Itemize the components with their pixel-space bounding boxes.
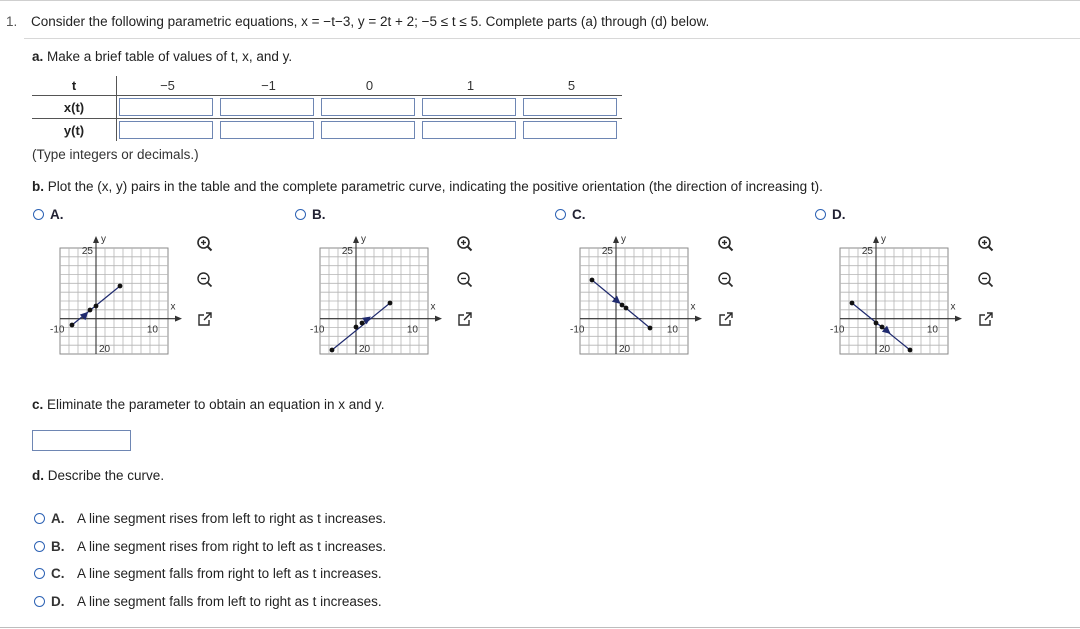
y-top-tick-label: 25 — [601, 246, 613, 257]
row-label-x: x(t) — [32, 96, 117, 119]
curve-point — [624, 306, 629, 311]
graph-d — [832, 230, 962, 360]
t-value: 5 — [521, 76, 622, 96]
y-axis-arrow — [353, 236, 359, 243]
y-input[interactable] — [321, 121, 415, 139]
y-input[interactable] — [220, 121, 314, 139]
option-letter: B. — [312, 207, 326, 222]
y-axis-arrow — [93, 236, 99, 243]
curve-point — [880, 325, 885, 330]
option-letter: C. — [51, 566, 65, 581]
y-bottom-tick-label: 20 — [359, 344, 371, 355]
y-input[interactable] — [422, 121, 516, 139]
y-axis-label: y — [101, 234, 106, 245]
t-value: 0 — [319, 76, 420, 96]
t-value: −5 — [117, 76, 219, 96]
x-input[interactable] — [119, 98, 213, 116]
radio-button[interactable] — [34, 568, 45, 579]
x-right-tick-label: 10 — [146, 324, 158, 336]
x-axis-arrow — [435, 316, 442, 322]
expand-icon[interactable] — [975, 308, 997, 330]
curve-point — [94, 304, 99, 309]
option-text: A line segment falls from right to left as t increases. — [77, 566, 382, 581]
equation-input[interactable] — [32, 430, 131, 451]
radio-button[interactable] — [34, 596, 45, 607]
question-text: Consider the following parametric equations, x = −t−3, y = 2t + 2; −5 ≤ t ≤ 5. Complete parts (a) through (d) below. — [31, 14, 710, 29]
describe-option-b[interactable] — [34, 539, 386, 554]
part-d-label: d. — [32, 468, 44, 483]
radio-button[interactable] — [34, 541, 45, 552]
y-top-tick-label: 25 — [341, 246, 353, 257]
t-value: −1 — [218, 76, 319, 96]
graph-option-c[interactable] — [555, 207, 586, 222]
option-text: A line segment rises from right to left as t increases. — [77, 539, 387, 554]
zoom-out-icon[interactable] — [715, 269, 737, 291]
y-axis-label: y — [621, 234, 626, 245]
table-row-t — [32, 76, 622, 96]
question-header — [6, 14, 709, 29]
radio-button[interactable] — [555, 209, 566, 220]
radio-button[interactable] — [33, 209, 44, 220]
curve-point — [354, 325, 359, 330]
part-d-prompt — [32, 468, 164, 483]
graph-a — [52, 230, 182, 360]
x-input[interactable] — [523, 98, 617, 116]
part-a-text: Make a brief table of values of t, x, and y. — [47, 49, 293, 64]
option-text: A line segment rises from left to right as t increases. — [77, 511, 387, 526]
option-letter: D. — [51, 594, 65, 609]
question-number: 1. — [6, 14, 18, 29]
x-left-tick-label: -10 — [50, 324, 65, 336]
x-input[interactable] — [220, 98, 314, 116]
part-a-prompt — [32, 49, 292, 64]
y-bottom-tick-label: 20 — [879, 344, 891, 355]
option-letter: B. — [51, 539, 65, 554]
part-b-label: b. — [32, 179, 44, 194]
option-letter: C. — [572, 207, 586, 222]
y-input[interactable] — [119, 121, 213, 139]
graph-option-b[interactable] — [295, 207, 326, 222]
t-value: 1 — [420, 76, 521, 96]
type-hint: (Type integers or decimals.) — [32, 147, 199, 162]
option-letter: D. — [832, 207, 846, 222]
y-bottom-tick-label: 20 — [99, 344, 111, 355]
table-row-x — [32, 96, 622, 119]
part-c-prompt — [32, 397, 385, 412]
row-label-y: y(t) — [32, 119, 117, 142]
curve-point — [874, 321, 879, 326]
radio-button[interactable] — [295, 209, 306, 220]
x-right-tick-label: 10 — [926, 324, 938, 336]
curve-point — [590, 278, 595, 283]
part-a-label: a. — [32, 49, 44, 64]
x-axis-arrow — [175, 316, 182, 322]
expand-icon[interactable] — [454, 308, 476, 330]
radio-button[interactable] — [815, 209, 826, 220]
y-axis-arrow — [613, 236, 619, 243]
y-top-tick-label: 25 — [81, 246, 93, 257]
graph-c — [572, 230, 702, 360]
part-c-label: c. — [32, 397, 44, 412]
graph-option-a[interactable] — [33, 207, 64, 222]
zoom-out-icon[interactable] — [454, 269, 476, 291]
zoom-out-icon[interactable] — [975, 269, 997, 291]
row-label-t: t — [32, 76, 117, 96]
x-axis-label: x — [170, 301, 176, 313]
x-axis-arrow — [695, 316, 702, 322]
zoom-in-icon[interactable] — [194, 233, 216, 255]
x-input[interactable] — [321, 98, 415, 116]
y-axis-arrow — [873, 236, 879, 243]
curve-point — [118, 284, 123, 289]
option-letter: A. — [51, 511, 65, 526]
bottom-divider — [0, 627, 1080, 628]
x-left-tick-label: -10 — [830, 324, 845, 336]
zoom-in-icon[interactable] — [715, 233, 737, 255]
x-axis-label: x — [690, 301, 696, 313]
expand-icon[interactable] — [194, 308, 216, 330]
zoom-in-icon[interactable] — [454, 233, 476, 255]
table-row-y — [32, 119, 622, 142]
graph-b — [312, 230, 442, 360]
top-divider — [0, 0, 1080, 1]
curve-point — [388, 301, 393, 306]
zoom-in-icon[interactable] — [975, 233, 997, 255]
values-table — [32, 76, 622, 141]
y-axis-label: y — [361, 234, 366, 245]
curve-point — [648, 326, 653, 331]
curve-point — [850, 301, 855, 306]
option-letter: A. — [50, 207, 64, 222]
curve-point — [360, 321, 365, 326]
part-d-text: Describe the curve. — [47, 468, 165, 483]
part-b-text: Plot the (x, y) pairs in the table and the complete parametric curve, indicating the positive orientation (the direction of increasing t). — [47, 179, 823, 194]
curve-point — [88, 308, 93, 313]
graph-option-d[interactable] — [815, 207, 846, 222]
describe-option-a[interactable] — [34, 511, 386, 526]
describe-option-d[interactable] — [34, 594, 382, 609]
curve-point — [70, 323, 75, 328]
x-input[interactable] — [422, 98, 516, 116]
curve-point — [330, 348, 335, 353]
radio-button[interactable] — [34, 513, 45, 524]
x-left-tick-label: -10 — [310, 324, 325, 336]
part-b-prompt — [32, 179, 823, 194]
describe-option-c[interactable] — [34, 566, 382, 581]
y-top-tick-label: 25 — [861, 246, 873, 257]
x-left-tick-label: -10 — [570, 324, 585, 336]
y-bottom-tick-label: 20 — [619, 344, 631, 355]
x-axis-label: x — [430, 301, 436, 313]
part-c-text: Eliminate the parameter to obtain an equation in x and y. — [47, 397, 385, 412]
curve-point — [908, 348, 913, 353]
x-axis-label: x — [950, 301, 956, 313]
option-text: A line segment falls from left to right as t increases. — [77, 594, 382, 609]
y-input[interactable] — [523, 121, 617, 139]
zoom-out-icon[interactable] — [194, 269, 216, 291]
y-axis-label: y — [881, 234, 886, 245]
header-divider — [24, 38, 1080, 39]
x-right-tick-label: 10 — [666, 324, 678, 336]
x-axis-arrow — [955, 316, 962, 322]
x-right-tick-label: 10 — [406, 324, 418, 336]
expand-icon[interactable] — [715, 308, 737, 330]
